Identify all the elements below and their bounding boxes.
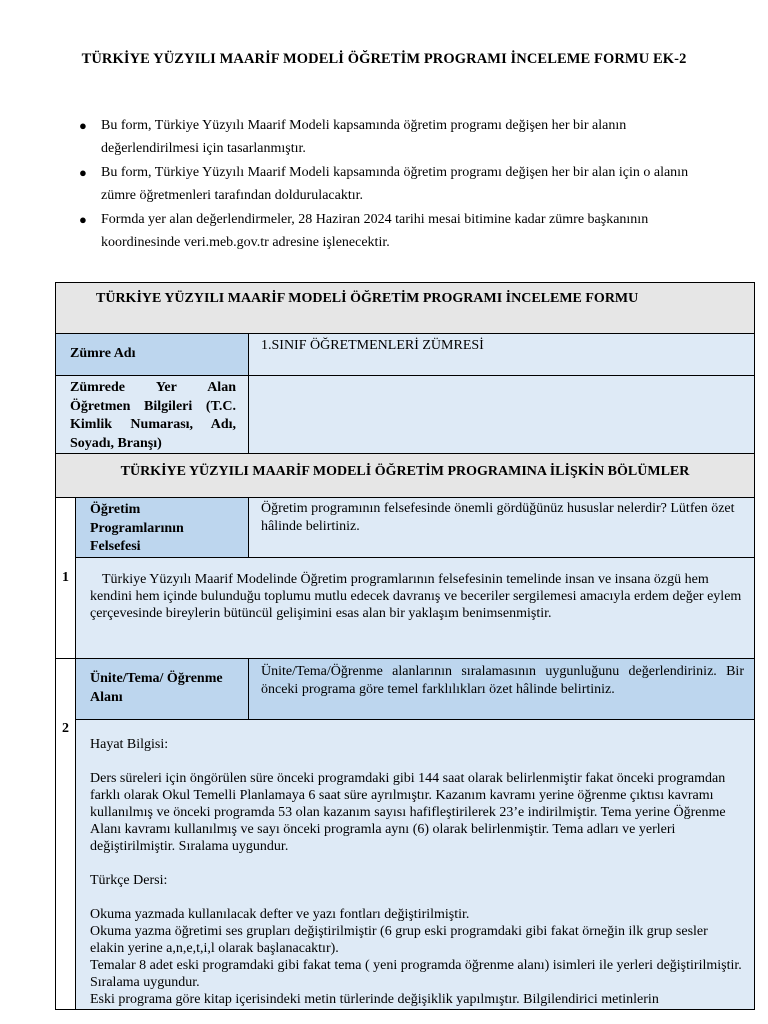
instruction-item: ● Bu form, Türkiye Yüzyılı Maarif Modeli kapsamında öğretim programı değişen her bir alanın değerlendirilmesi için tasarlanmıştır. [72, 114, 722, 160]
q1-question: Öğretim programının felsefesinde önemli gördüğünüz hususlar nelerdir? Lütfen özet hâlinde belirtiniz. [249, 498, 755, 558]
instruction-item: ● Formda yer alan değerlendirmeler, 28 Haziran 2024 tarihi mesai bitimine kadar zümre başkanının koordinesinde veri.meb.gov.tr adresine işlenecektir. [72, 208, 722, 254]
turkce-line: Okuma yazmada kullanılacak defter ve yazı fontları değiştirilmiştir. [90, 906, 470, 922]
bullet-icon: ● [79, 165, 87, 180]
hayat-bilgisi-text: Ders süreleri için öngörülen süre önceki programdaki gibi 144 saat olarak belirlenmiştir fakat önceki programdan farklı olarak Okul Temelli Planlamaya 6 saat süre ayrılmıştır. Kazanım kavramı yerine öğrenme çıktısı kavramı kullanılmış ve önceki programda 53 olan kazanım sayısı hafifleştirilerek 23’e indirilmiştir. Tema yerine Öğrenme Alanı kavramı kullanılmış ve sayı önceki programla aynı (6) olarak belirlenmiştir. Tema adları ve yerleri değiştirilmiştir. Sıralama uygundur. [90, 770, 726, 854]
turkce-title: Türkçe Dersi: [90, 872, 168, 888]
q1-answer-field[interactable] [76, 557, 755, 658]
bullet-icon: ● [79, 212, 87, 227]
instruction-item: ● Bu form, Türkiye Yüzyılı Maarif Modeli kapsamında öğretim programı değişen her bir alan için o alanın zümre öğretmenleri tarafından doldurulacaktır. [72, 161, 722, 207]
instruction-list [72, 114, 722, 255]
q1-answer-text: Türkiye Yüzyılı Maarif Modelinde Öğretim programlarının felsefesinin temelinde insan ve insana özgü hem kendini hem içinde bulunduğu toplumu mutlu edecek davranış ve beceriler sergilemesi amacıyla erdem değer eylem çerçevesinde bireylerin bütüncül gelişimini esas alan bir yaklaşım benimsenmiştir. [90, 571, 742, 621]
hayat-bilgisi-title: Hayat Bilgisi: [90, 736, 169, 752]
q2-question: Ünite/Tema/Öğrenme alanlarının sıralamasının uygunluğunu değerlendiriniz. Bir önceki programa göre temel farklılıkları özet hâlinde belirtiniz. [249, 658, 755, 719]
turkce-line: Eski programa göre kitap içerisindeki metin türlerinde değişiklik yapılmıştır. Bilgilendirici metinlerin [90, 991, 659, 1007]
teachers-field[interactable] [249, 376, 755, 454]
review-form-table [55, 282, 755, 1010]
section-header: TÜRKİYE YÜZYILI MAARİF MODELİ ÖĞRETİM PROGRAMINA İLİŞKİN BÖLÜMLER [56, 454, 755, 498]
zumre-label: Zümre Adı [56, 334, 249, 376]
question-number-2: 2 [56, 658, 76, 1009]
q2-label: Ünite/Tema/ Öğrenme Alanı [76, 658, 249, 719]
question-number-1: 1 [56, 498, 76, 659]
q2-answer-field[interactable] [76, 719, 755, 1009]
form-header: TÜRKİYE YÜZYILI MAARİF MODELİ ÖĞRETİM PROGRAMI İNCELEME FORMU [56, 283, 755, 334]
bullet-icon: ● [79, 118, 87, 133]
teachers-label: Zümrede Yer Alan Öğretmen Bilgileri (T.C. Kimlik Numarası, Adı, Soyadı, Branşı) [56, 376, 249, 454]
zumre-name-field[interactable]: 1.SINIF ÖĞRETMENLERİ ZÜMRESİ [249, 334, 755, 376]
review-form [55, 282, 754, 1007]
turkce-line: Temalar 8 adet eski programdaki gibi fakat tema ( yeni programda öğrenme alanı) isimleri ile yerleri değiştirilmiştir. Sıralama uygundur. [90, 957, 742, 990]
document-title: TÜRKİYE YÜZYILI MAARİF MODELİ ÖĞRETİM PROGRAMI İNCELEME FORMU EK-2 [81, 51, 687, 67]
q1-label: Öğretim Programlarının Felsefesi [76, 498, 249, 558]
turkce-line: Okuma yazma öğretimi ses grupları değiştirilmiştir (6 grup eski programdaki gibi fakat örneğin ilk grup sesler elakin yerine a,n,e,t,i,l olarak başlanacaktır). [90, 923, 708, 956]
